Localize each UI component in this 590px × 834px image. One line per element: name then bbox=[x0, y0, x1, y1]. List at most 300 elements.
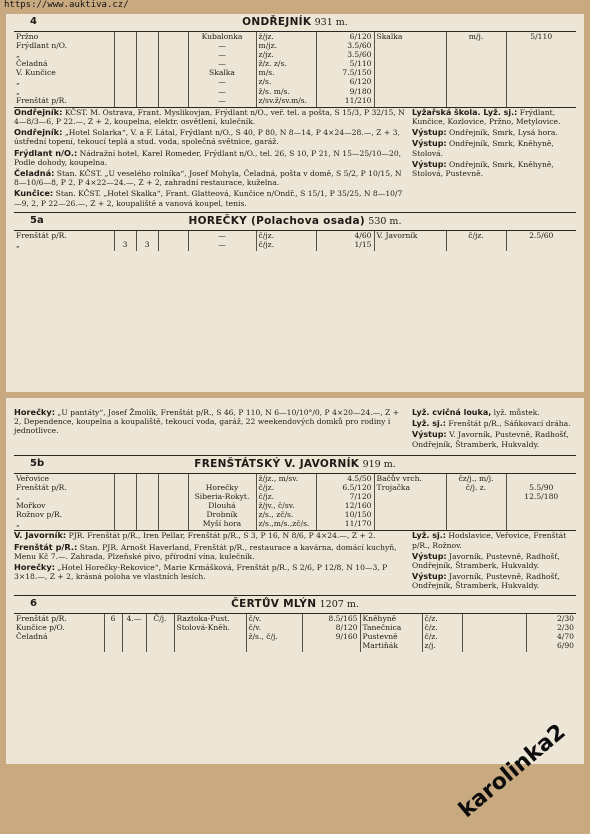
table-cell bbox=[114, 501, 136, 510]
table-cell: Siberia-Rokyt. bbox=[188, 492, 256, 501]
entry-text: Stan. KČST. „Hotel Skalka“, Frant. Glatteová, Kunčice n/Ondř., S 15/1, P 35/25, N 8—10/7—9, 2, P 22—26.—, Z + 2, koupaliště a vanová koupel, tenis. bbox=[14, 189, 403, 208]
table-cell bbox=[114, 474, 136, 483]
table-cell bbox=[506, 77, 576, 86]
table-cell: ž/jz., m/sv. bbox=[256, 474, 316, 483]
entry-heading: Frýdlant n/O.: bbox=[14, 147, 78, 158]
table-row bbox=[14, 519, 576, 530]
table-cell bbox=[136, 501, 158, 510]
table-cell bbox=[188, 474, 256, 483]
table-cell: 7/120 bbox=[316, 492, 374, 501]
table-row bbox=[14, 240, 576, 251]
table-cell bbox=[374, 501, 446, 510]
table-cell bbox=[462, 632, 526, 641]
table-cell bbox=[446, 87, 506, 96]
entry-paragraph bbox=[14, 149, 406, 167]
entry-paragraph bbox=[412, 419, 576, 428]
table-cell bbox=[462, 641, 526, 652]
table-cell: č/z. bbox=[422, 623, 462, 632]
entry-heading: Výstup: bbox=[412, 572, 447, 582]
table-cell: Bačův vrch. bbox=[374, 474, 446, 483]
table-row bbox=[14, 41, 576, 50]
table-cell bbox=[446, 68, 506, 77]
table-cell bbox=[446, 59, 506, 68]
table-cell bbox=[146, 641, 174, 652]
section-5a-routes bbox=[14, 231, 576, 251]
table-cell: 5/110 bbox=[530, 32, 553, 41]
table-cell bbox=[158, 68, 188, 77]
table-cell bbox=[158, 32, 188, 41]
entry-paragraph bbox=[412, 128, 576, 137]
table-cell bbox=[136, 68, 158, 77]
section-number: 5b bbox=[30, 457, 45, 469]
table-row bbox=[14, 483, 576, 492]
source-url: https://www.auktiva.cz/ bbox=[4, 0, 129, 10]
table-cell bbox=[114, 96, 136, 107]
entry-paragraph bbox=[14, 189, 406, 207]
lower-page bbox=[6, 398, 584, 823]
table-cell: — bbox=[188, 41, 256, 50]
table-cell: 10/150 bbox=[316, 510, 374, 519]
table-cell: „ bbox=[14, 240, 114, 251]
table-cell: — bbox=[188, 59, 256, 68]
table-cell bbox=[446, 519, 506, 530]
table-cell bbox=[136, 474, 158, 483]
entry-paragraph bbox=[14, 531, 406, 540]
table-cell bbox=[302, 641, 360, 652]
table-cell: Raztoka-Pust. bbox=[174, 614, 246, 623]
entry-text: V. Javorník, Pustevně, Radhošť, Ondřejník, Štramberk, Hukvaldy. bbox=[412, 430, 569, 449]
table-cell: č/jz. bbox=[256, 240, 316, 251]
table-cell bbox=[114, 510, 136, 519]
upper-page bbox=[6, 14, 584, 392]
table-cell bbox=[158, 50, 188, 59]
entry-paragraph bbox=[14, 108, 406, 126]
table-cell: 8/120 bbox=[302, 623, 360, 632]
table-cell: Kunčice p/O. bbox=[14, 623, 104, 632]
table-cell bbox=[114, 492, 136, 501]
entry-paragraph bbox=[14, 543, 406, 561]
section-6-header bbox=[14, 595, 576, 614]
table-cell bbox=[506, 59, 576, 68]
table-cell: V. Javorník bbox=[374, 231, 446, 240]
table-cell: 6.5/120 bbox=[316, 483, 374, 492]
table-cell: Veřovice bbox=[14, 474, 114, 483]
table-cell bbox=[114, 519, 136, 530]
table-cell bbox=[136, 231, 158, 240]
table-cell bbox=[136, 59, 158, 68]
table-cell bbox=[122, 632, 146, 641]
table-cell bbox=[158, 77, 188, 86]
table-cell: č/jz. bbox=[256, 483, 316, 492]
table-cell bbox=[104, 641, 122, 652]
table-cell bbox=[374, 96, 446, 107]
table-row bbox=[14, 641, 576, 652]
table-cell bbox=[374, 77, 446, 86]
table-cell bbox=[174, 641, 246, 652]
table-cell bbox=[506, 87, 576, 96]
table-cell: ž/z. z/s. bbox=[256, 59, 316, 68]
table-cell bbox=[136, 483, 158, 492]
entry-paragraph bbox=[14, 408, 406, 436]
table-cell bbox=[122, 641, 146, 652]
table-cell: 8.5/165 bbox=[302, 614, 360, 623]
table-cell: z/sv.ž/sv.m/s. bbox=[256, 96, 316, 107]
entry-text: Javorník, Pustevně, Radhošť, Ondřejník, Štramberk, Hukvaldy. bbox=[412, 572, 560, 591]
section-number: 5a bbox=[30, 214, 44, 226]
table-cell bbox=[506, 50, 576, 59]
table-cell: 6/90 bbox=[556, 640, 574, 650]
section-number: 4 bbox=[30, 16, 37, 27]
table-cell bbox=[374, 519, 446, 530]
table-cell: Čeladná bbox=[14, 632, 104, 641]
table-cell bbox=[158, 41, 188, 50]
table-cell: Stolová-Kněh. bbox=[174, 623, 246, 632]
table-cell: Čeladná bbox=[14, 59, 114, 68]
table-row bbox=[14, 614, 576, 623]
table-cell: č/j. z. bbox=[446, 483, 506, 492]
table-cell bbox=[104, 623, 122, 632]
entry-paragraph bbox=[412, 160, 576, 178]
section-title: FRENŠTÁTSKÝ V. JAVORNÍK 919 m. bbox=[194, 457, 396, 470]
table-cell: č/v. bbox=[246, 614, 302, 623]
table-cell: 2/30 bbox=[556, 622, 574, 632]
table-cell bbox=[506, 41, 576, 50]
table-cell: 4.— bbox=[122, 614, 146, 623]
table-row bbox=[14, 474, 576, 483]
table-row bbox=[14, 632, 576, 641]
table-cell bbox=[506, 519, 576, 530]
table-row bbox=[14, 87, 576, 96]
entry-text: Javorník, Pustevně, Radhošť, Ondřejník, Štramberk, Hukvaldy. bbox=[412, 551, 560, 570]
entry-text: Ondřejník, Smrk, Kněhyně, Stolová. bbox=[412, 139, 554, 158]
entry-text: „Hotel Horečky-Rekovice“, Marie Krmášková, Frenštát p/R., S 2/6, P 12/8, N 10—3, P 3×18.—, Z + 2, krásná poloha ve vlastních lesích. bbox=[14, 562, 388, 582]
table-cell bbox=[506, 474, 576, 483]
table-cell: Frenštát p/R. bbox=[14, 231, 114, 240]
section-5b-header bbox=[14, 455, 576, 474]
table-cell: ž/s., č/j. bbox=[246, 632, 302, 641]
section-4-routes bbox=[14, 32, 576, 107]
table-cell: z/s.,m/s.,zč/s. bbox=[256, 519, 316, 530]
table-cell bbox=[446, 41, 506, 50]
table-cell bbox=[506, 501, 576, 510]
table-cell bbox=[506, 510, 576, 519]
table-cell: — bbox=[188, 240, 256, 251]
entry-text: Hodslavice, Veřovice, Frenštát p/R., Rožnov. bbox=[412, 531, 567, 550]
entry-text: Frenštát p/R., Sáňkovací dráha. bbox=[446, 419, 571, 429]
table-cell bbox=[446, 510, 506, 519]
table-cell: č/jz. bbox=[446, 231, 506, 240]
table-cell: Martiňák bbox=[360, 641, 422, 652]
entry-heading: Ondřejník: bbox=[14, 106, 63, 117]
table-cell: 11/170 bbox=[316, 519, 374, 530]
table-cell: „ bbox=[14, 50, 114, 59]
table-cell bbox=[446, 96, 506, 107]
table-cell: Kněhyně bbox=[360, 614, 422, 623]
table-cell: Frenštát p/R. bbox=[14, 96, 114, 107]
table-cell: 3.5/60 bbox=[316, 41, 374, 50]
entry-heading: Čeladná: bbox=[14, 167, 55, 178]
entry-paragraph bbox=[14, 169, 406, 187]
table-cell: 7.5/150 bbox=[316, 68, 374, 77]
table-cell bbox=[114, 77, 136, 86]
table-cell: 2.5/60 bbox=[529, 230, 554, 240]
table-cell: — bbox=[188, 77, 256, 86]
table-cell: 4/60 bbox=[316, 231, 374, 240]
entry-paragraph bbox=[412, 430, 576, 448]
table-cell bbox=[158, 519, 188, 530]
section-4-header bbox=[14, 14, 576, 32]
table-cell bbox=[374, 50, 446, 59]
table-cell: 3.5/60 bbox=[316, 50, 374, 59]
table-cell bbox=[158, 231, 188, 240]
section-title: HOREČKY (Polachova osada) 530 m. bbox=[188, 214, 402, 227]
table-cell bbox=[136, 32, 158, 41]
entry-heading: Výstup: bbox=[412, 139, 447, 149]
table-cell: 1/15 bbox=[316, 240, 374, 251]
table-cell bbox=[114, 59, 136, 68]
table-cell: Trojačka bbox=[374, 483, 446, 492]
table-cell: Myší hora bbox=[188, 519, 256, 530]
table-cell bbox=[462, 614, 526, 623]
entry-paragraph bbox=[412, 531, 576, 549]
table-cell bbox=[146, 632, 174, 641]
table-cell: „ bbox=[14, 77, 114, 86]
section-5a-header bbox=[14, 212, 576, 231]
table-cell bbox=[114, 41, 136, 50]
table-cell: Dlouhá bbox=[188, 501, 256, 510]
table-cell: č/jz. bbox=[256, 231, 316, 240]
table-cell: Skalka bbox=[188, 68, 256, 77]
table-row bbox=[14, 623, 576, 632]
table-cell: 9/180 bbox=[316, 87, 374, 96]
table-cell bbox=[158, 510, 188, 519]
table-cell: čz/j., m/j. bbox=[446, 474, 506, 483]
table-cell: z/jz. bbox=[256, 50, 316, 59]
table-row bbox=[14, 68, 576, 77]
table-cell: Kubalonka bbox=[188, 32, 256, 41]
table-cell bbox=[136, 519, 158, 530]
table-cell bbox=[158, 240, 188, 251]
table-cell: Pržno bbox=[14, 32, 114, 41]
table-cell: z/s., zč/s. bbox=[256, 510, 316, 519]
table-cell bbox=[114, 483, 136, 492]
table-cell: „ bbox=[14, 87, 114, 96]
section-6-routes bbox=[14, 614, 576, 652]
table-row bbox=[14, 32, 576, 41]
table-cell: Tanečnica bbox=[360, 623, 422, 632]
table-row bbox=[14, 492, 576, 501]
table-cell bbox=[136, 87, 158, 96]
table-cell bbox=[136, 77, 158, 86]
table-cell: V. Kunčice bbox=[14, 68, 114, 77]
watermark: karolinka2 bbox=[454, 719, 571, 823]
entry-paragraph bbox=[412, 108, 576, 126]
table-cell bbox=[374, 68, 446, 77]
table-cell: m/s. bbox=[256, 68, 316, 77]
table-cell bbox=[114, 231, 136, 240]
table-cell bbox=[246, 641, 302, 652]
table-cell: 6/120 bbox=[316, 77, 374, 86]
table-cell bbox=[446, 77, 506, 86]
table-cell: ž/jz. bbox=[256, 32, 316, 41]
entry-heading: Lyžařská škola. Lyž. sj.: bbox=[412, 107, 518, 117]
entry-heading: Horečky: bbox=[14, 407, 55, 417]
table-row bbox=[14, 50, 576, 59]
table-cell: 3 bbox=[136, 240, 158, 251]
table-cell bbox=[136, 510, 158, 519]
table-cell: č/v. bbox=[246, 623, 302, 632]
entry-paragraph bbox=[412, 552, 576, 570]
entry-heading: Ondřejník: bbox=[14, 127, 63, 138]
entry-paragraph bbox=[412, 408, 576, 417]
table-cell: 11/210 bbox=[316, 96, 374, 107]
table-cell: 6/120 bbox=[316, 32, 374, 41]
table-cell: — bbox=[188, 50, 256, 59]
entry-text: Stan. KČST. „U veselého rolníka“, Josef Mohyla, Čeladná, pošta v domě, S 5/2, P 10/15, N 8—10/6—8, P 2, P 4×22—24.—, Z + 2, zahradní restaurace, kuželna. bbox=[14, 168, 402, 188]
table-cell: Frenštát p/R. bbox=[14, 614, 104, 623]
table-cell bbox=[158, 96, 188, 107]
entry-heading: Kunčice: bbox=[14, 188, 54, 199]
section-5b-routes bbox=[14, 474, 576, 531]
entry-heading: Lyž. sj.: bbox=[412, 531, 446, 541]
table-cell: 5/110 bbox=[316, 59, 374, 68]
entry-heading: Výstup: bbox=[412, 159, 447, 169]
table-cell: Drobník bbox=[188, 510, 256, 519]
table-cell: 3 bbox=[114, 240, 136, 251]
table-cell bbox=[158, 483, 188, 492]
table-cell: 5.5/90 bbox=[529, 482, 554, 492]
table-cell: Horečky bbox=[188, 483, 256, 492]
entry-text: Ondřejník, Smrk, Lysá hora. bbox=[446, 128, 558, 138]
table-cell bbox=[104, 632, 122, 641]
table-cell: Frenštát p/R. bbox=[14, 483, 114, 492]
entry-paragraph bbox=[412, 139, 576, 157]
entry-paragraph bbox=[14, 563, 406, 581]
table-cell: m/jz. bbox=[256, 41, 316, 50]
table-cell bbox=[136, 50, 158, 59]
table-cell bbox=[374, 87, 446, 96]
table-cell bbox=[374, 41, 446, 50]
section-number: 6 bbox=[30, 597, 37, 609]
entry-text: Frýdlant, Kunčice, Kozlovice, Pržno, Metylovice. bbox=[412, 107, 561, 126]
entry-heading: Frenštát p/R.: bbox=[14, 541, 78, 552]
table-cell bbox=[158, 87, 188, 96]
table-row bbox=[14, 59, 576, 68]
table-cell bbox=[136, 41, 158, 50]
entry-heading: Lyž. cvičná louka, bbox=[412, 408, 492, 417]
table-cell: č/z. bbox=[422, 614, 462, 623]
table-cell bbox=[446, 501, 506, 510]
table-cell: m/j. bbox=[446, 32, 506, 41]
entry-heading: V. Javorník: bbox=[14, 530, 67, 541]
section-title: ČERTŮV MLÝN 1207 m. bbox=[231, 597, 359, 610]
entry-paragraph bbox=[14, 128, 406, 146]
table-cell: Mořkov bbox=[14, 501, 114, 510]
table-cell: z/j. bbox=[422, 641, 462, 652]
table-cell: Frýdlant n/O. bbox=[14, 41, 114, 50]
table-cell: ž/jv., č/sv. bbox=[256, 501, 316, 510]
table-cell: Pustevně bbox=[360, 632, 422, 641]
table-cell: 2/30 bbox=[556, 613, 574, 623]
table-row bbox=[14, 510, 576, 519]
table-cell bbox=[446, 50, 506, 59]
table-cell bbox=[374, 59, 446, 68]
entry-text: Nádražní hotel, Karel Romeder, Frýdlant n/O., tel. 26, S 10, P 21, N 15—25/10—20, Podle dohody, koupelna. bbox=[14, 148, 402, 167]
table-cell: „ bbox=[14, 492, 114, 501]
table-cell: — bbox=[188, 96, 256, 107]
entry-text: Ondřejník, Smrk, Kněhyně, Stolová, Pustevně. bbox=[412, 159, 554, 178]
section-title: ONDŘEJNÍK 931 m. bbox=[242, 16, 348, 28]
table-row bbox=[14, 231, 576, 240]
table-cell bbox=[146, 623, 174, 632]
table-cell: „ bbox=[14, 519, 114, 530]
table-cell: — bbox=[188, 87, 256, 96]
entry-heading: Výstup: bbox=[412, 430, 447, 440]
entry-text: „Hotel Solarka“, V. a F. Látal, Frýdlant n/O., S 40, P 80, N 8—14, P 4×24—28.—, Z + 3, ústřední topení, tekoucí teplá a stud. voda, společná světnice, garáž. bbox=[14, 128, 400, 147]
table-cell: ž/s. m/s. bbox=[256, 87, 316, 96]
table-cell bbox=[374, 492, 446, 501]
section-4-text bbox=[14, 108, 576, 210]
table-cell bbox=[374, 510, 446, 519]
entry-text: Stan. PJR. Arnošt Haverland, Frenštát p/R., restaurace a kavárna, domácí kuchyň, Menu Kč 7.—. Zahrada, Plzeňské pivo, přírodní vína, kulečník. bbox=[14, 542, 397, 561]
table-row bbox=[14, 77, 576, 86]
table-cell bbox=[462, 623, 526, 632]
table-cell: — bbox=[188, 231, 256, 240]
table-cell: č/jz. bbox=[256, 492, 316, 501]
table-cell bbox=[506, 240, 576, 251]
entry-heading: Výstup: bbox=[412, 551, 447, 561]
table-row bbox=[14, 501, 576, 510]
table-cell bbox=[158, 474, 188, 483]
table-cell: Skalka bbox=[374, 32, 446, 41]
table-cell bbox=[446, 492, 506, 501]
entry-heading: Výstup: bbox=[412, 128, 447, 138]
table-cell bbox=[158, 59, 188, 68]
table-cell: č/z. bbox=[422, 632, 462, 641]
entry-heading: Lyž. sj.: bbox=[412, 419, 446, 429]
table-cell: 6 bbox=[104, 614, 122, 623]
table-cell bbox=[136, 492, 158, 501]
table-cell: 4/70 bbox=[556, 631, 574, 641]
table-cell: Č/j. bbox=[146, 614, 174, 623]
table-cell bbox=[446, 240, 506, 251]
table-cell bbox=[114, 50, 136, 59]
table-cell bbox=[114, 87, 136, 96]
table-cell bbox=[506, 68, 576, 77]
table-cell: 4.5/50 bbox=[316, 474, 374, 483]
table-cell: 9/160 bbox=[302, 632, 360, 641]
entry-paragraph bbox=[412, 572, 576, 590]
table-cell bbox=[14, 641, 104, 652]
table-cell: z/s. bbox=[256, 77, 316, 86]
table-cell bbox=[122, 623, 146, 632]
entry-text: „U pantáty“, Josef Žmolík, Frenštát p/R., S 46, P 110, N 6—10/10°/0, P 4×20—24.—, Z + 2, Dependence, koupelna a koupaliště, tekoucí voda, garáž, 22 weekendových domků pro rodiny i jednotlivce. bbox=[14, 408, 400, 436]
table-cell bbox=[158, 501, 188, 510]
table-cell: 12.5/180 bbox=[524, 492, 559, 501]
entry-text: KČST. M. Ostrava, Frant. Myslikovjan, Frýdlant n/O., veř. tel. a pošta, S 15/3, P 32/15, N 4—8/3—6, P 22.—, Z + 2, koupelna, elektr. osvětlení, kulečník. bbox=[14, 107, 405, 126]
entry-text: PJR. Frenštát p/R., Iren Pellar, Frenštát p/R., S 3, P 16, N 8/6, P 4×24.—, Z + 2. bbox=[66, 531, 376, 541]
table-cell bbox=[158, 492, 188, 501]
table-cell bbox=[136, 96, 158, 107]
table-cell bbox=[374, 240, 446, 251]
table-cell bbox=[174, 632, 246, 641]
entry-heading: Horečky: bbox=[14, 561, 55, 572]
table-cell: Rožnov p/R. bbox=[14, 510, 114, 519]
section-5a-text bbox=[14, 398, 576, 451]
table-cell: 12/160 bbox=[316, 501, 374, 510]
table-cell bbox=[114, 68, 136, 77]
table-cell bbox=[114, 32, 136, 41]
